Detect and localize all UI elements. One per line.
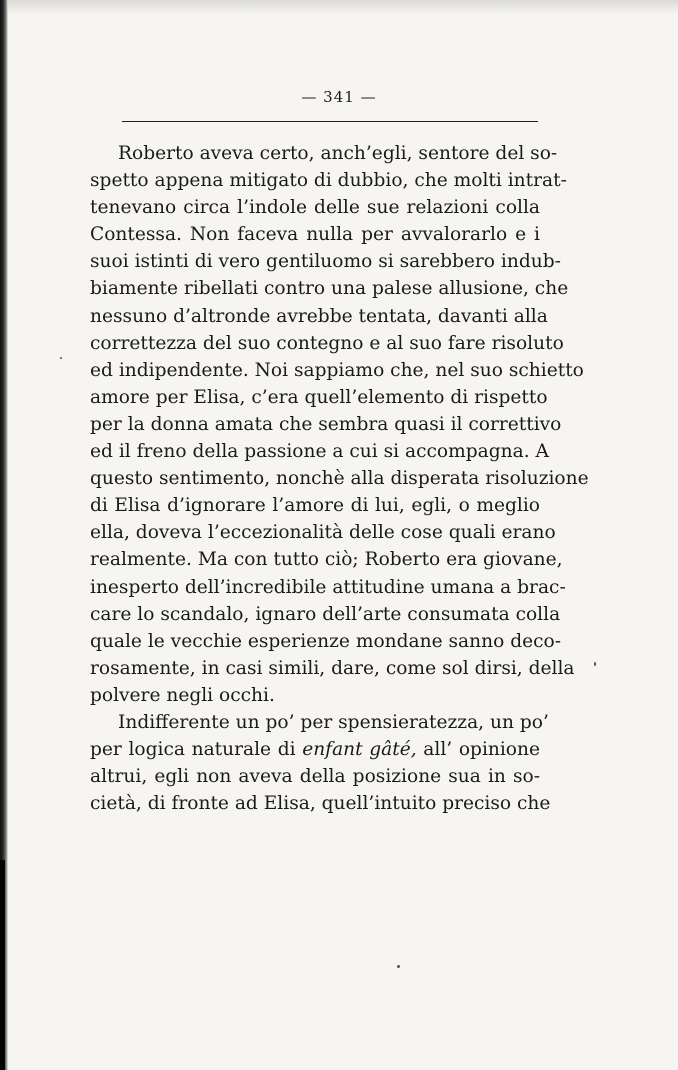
header-rule xyxy=(122,121,538,122)
text-line: ed indipendente. Noi sappiamo che, nel suo schietto xyxy=(90,359,584,381)
text-line: suoi istinti di vero gentiluomo si sarebbero indub- xyxy=(90,251,561,273)
text-line: ella, doveva l’eccezionalità delle cose quali erano xyxy=(90,522,556,544)
text-run: per logica naturale di xyxy=(90,739,303,761)
top-shadow xyxy=(0,0,678,14)
ink-speck xyxy=(60,357,62,359)
text-line: correttezza del suo contegno e al suo fare risoluto xyxy=(90,332,564,354)
text-line: inesperto dell’incredibile attitudine umana a brac- xyxy=(90,576,566,598)
page-number: — 341 — xyxy=(301,88,377,106)
text-line: cietà, di fronte ad Elisa, quell’intuito preciso che xyxy=(90,793,551,815)
text-line: Roberto aveva certo, anch’egli, sentore del so- xyxy=(118,143,558,164)
paragraph-2 xyxy=(90,709,551,817)
text-line: spetto appena mitigato di dubbio, che molti intrat- xyxy=(90,170,567,192)
text-line: quale le vecchie esperienze mondane sanno deco- xyxy=(90,630,561,652)
body-text xyxy=(90,140,589,817)
text-line: polvere negli occhi. xyxy=(90,684,275,706)
text-line: biamente ribellati contro una palese allusione, che xyxy=(90,278,569,300)
text-line: tenevano circa l’indole delle sue relazioni colla xyxy=(90,197,540,219)
text-line: per la donna amata che sembra quasi il correttivo xyxy=(90,413,562,435)
text-line: Indifferente un po’ per spensieratezza, un po’ xyxy=(118,711,549,733)
text-line: amore per Elisa, c’era quell’elemento di rispetto xyxy=(90,386,548,408)
text-line: ed il freno della passione a cui si accompagna. A xyxy=(90,441,549,463)
text-line: nessuno d’altronde avrebbe tentata, davanti alla xyxy=(90,305,548,327)
paragraph-1 xyxy=(90,140,589,709)
text-line: rosamente, in casi simili, dare, come sol dirsi, della xyxy=(90,657,575,679)
text-run: all’ opinione xyxy=(416,739,540,761)
text-line: realmente. Ma con tutto ciò; Roberto era giovane, xyxy=(90,549,563,571)
binding-edge-dark xyxy=(0,860,5,1070)
text-line: altrui, egli non aveva della posizione sua in so- xyxy=(90,766,540,788)
text-line: di Elisa d’ignorare l’amore di lui, egli, o meglio xyxy=(90,495,540,517)
text-line: Contessa. Non faceva nulla per avvalorarlo e i xyxy=(90,224,540,246)
text-line-mixed xyxy=(90,736,540,763)
text-line: care lo scandalo, ignaro dell’arte consumata colla xyxy=(90,603,561,625)
italic-phrase: enfant gâté, xyxy=(302,739,417,761)
text-line: questo sentimento, nonchè alla disperata risoluzione xyxy=(90,468,589,490)
ink-speck xyxy=(397,965,400,968)
ink-speck xyxy=(594,662,596,666)
